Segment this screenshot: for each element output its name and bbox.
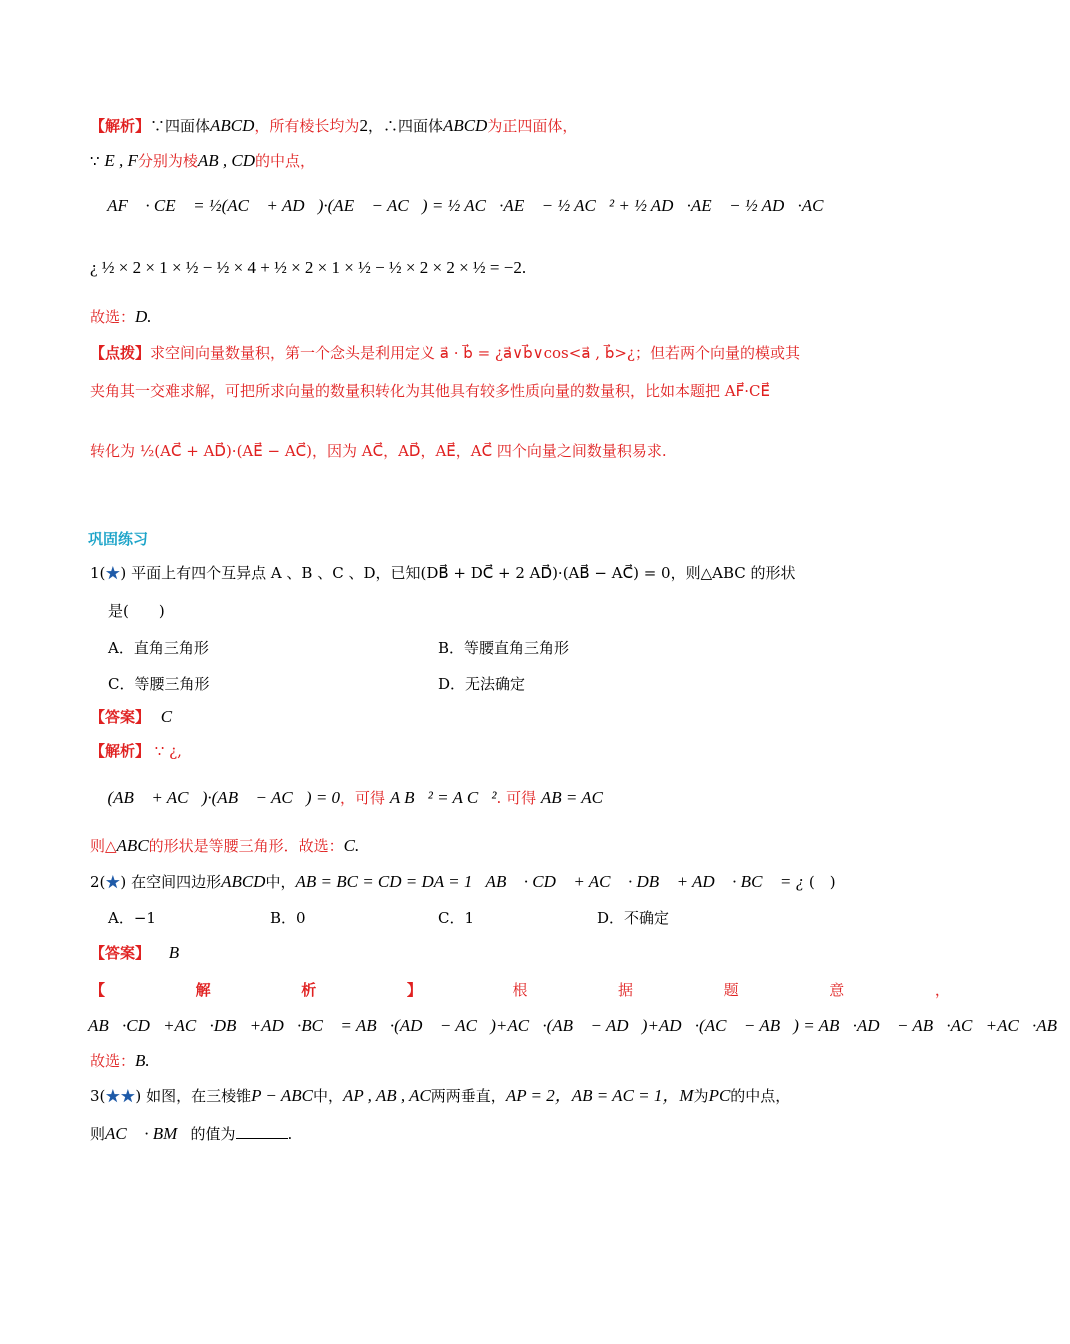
analysis-line-2 xyxy=(90,151,315,171)
text: 根 xyxy=(512,981,528,999)
tip-line-1 xyxy=(90,343,800,363)
text: 中， xyxy=(312,1087,343,1105)
tip-tag: 【点拨】 xyxy=(90,344,151,362)
q1-option-c[interactable]: C．等腰三角形 xyxy=(108,675,210,693)
text: 的形状是等腰三角形．故选： xyxy=(148,837,344,855)
text: 据 xyxy=(618,981,634,999)
choose-line xyxy=(90,307,152,327)
answer-tag: 【答案】 xyxy=(90,708,151,726)
star-icon: ★★ xyxy=(105,1087,136,1105)
q1-option-a[interactable]: A．直角三角形 xyxy=(108,639,209,657)
text: 则△ xyxy=(90,837,117,855)
math: ABC xyxy=(116,836,149,855)
text: 则 xyxy=(90,1125,106,1143)
question-3-cont xyxy=(90,1124,292,1144)
text: 在空间四边形 xyxy=(131,873,222,891)
text: 题 xyxy=(723,981,739,999)
math: AB = AC xyxy=(540,788,604,807)
math: C xyxy=(160,707,173,726)
text: ∵ ¿, xyxy=(154,742,182,760)
text: 2( xyxy=(90,873,106,891)
q2-option-a[interactable]: A．−1 xyxy=(108,909,156,927)
text: 意 xyxy=(829,981,845,999)
analysis-formula-1: ∴ AF⃗ · CE⃗ = ½(AC⃗ + AD⃗)·(AE⃗ − AC⃗) = ½ AC⃗·AE⃗ − ½ AC⃗² + ½ AD⃗·AE⃗ − ½ AD⃗·AC⃗ xyxy=(90,196,837,215)
math: B xyxy=(168,943,180,962)
text: 平面上有四个互异点 A 、B 、C 、D，已知(DB⃗ + DC⃗ + 2 AD⃗)·(AB⃗ − AC⃗) = 0，则△ABC 的形状 xyxy=(131,564,796,582)
text: 两两垂直， xyxy=(430,1087,506,1105)
q1-analysis-3 xyxy=(90,836,359,856)
answer-blank[interactable] xyxy=(236,1124,288,1139)
text: 为正四面体， xyxy=(487,117,578,135)
math: C. xyxy=(343,836,360,855)
answer-tag: 【答案】 xyxy=(90,944,151,962)
text: 为 xyxy=(693,1087,709,1105)
star-icon: ★ xyxy=(105,564,121,582)
text: 故选： xyxy=(90,308,136,326)
math: ABCD xyxy=(221,872,266,891)
q1-answer xyxy=(90,707,172,727)
text: 的中点， xyxy=(255,152,316,170)
tip-line-3: 转化为 ½(AC⃗ + AD⃗)·(AE⃗ − AC⃗)，因为 AC⃗，AD⃗，AE⃗，AC⃗ 四个向量之间数量积易求. xyxy=(90,442,667,460)
math: PC xyxy=(708,1086,731,1105)
q2-analysis-spread xyxy=(90,979,950,1000)
q1-option-b[interactable]: B．等腰直角三角形 xyxy=(438,639,570,657)
q2-choose xyxy=(90,1051,150,1071)
q2-formula: AB⃗·CD⃗+AC⃗·DB⃗+AD⃗·BC⃗ = AB⃗·(AD⃗ − AC⃗)+AC⃗·(AB⃗ − AD⃗)+AD⃗·(AC⃗ − AB⃗) = AB⃗·AD⃗ − AB⃗·AC⃗+AC⃗·AB⃗ xyxy=(88,1016,1070,1035)
math: AP = 2，AB = AC = 1，M xyxy=(505,1086,694,1105)
q1-option-d[interactable]: D．无法确定 xyxy=(438,675,526,693)
text: 中， xyxy=(265,873,296,891)
section-title: 巩固练习 xyxy=(88,530,149,548)
text: 故选： xyxy=(90,1052,136,1070)
text: 的中点， xyxy=(730,1087,791,1105)
math: D. xyxy=(135,307,152,326)
question-2 xyxy=(90,872,836,892)
analysis-formula-2: ¿ ½ × 2 × 1 × ½ − ½ × 4 + ½ × 2 × 1 × ½ − ½ × 2 × 2 × ½ = −2. xyxy=(90,258,527,277)
text: 的值为 xyxy=(190,1125,236,1143)
text: 3( xyxy=(90,1087,106,1105)
text: 解 xyxy=(195,981,211,999)
text: ，∴四面体 xyxy=(367,117,443,135)
math: A B⃗² = A C⃗² xyxy=(389,788,497,807)
text: 1( xyxy=(90,564,106,582)
text: 析 xyxy=(301,981,317,999)
question-1 xyxy=(90,563,796,583)
analysis-tag: 【解析】 xyxy=(90,117,151,135)
text: . 可得 xyxy=(496,789,537,807)
math: P − ABC xyxy=(251,1086,313,1105)
text: ，所有棱长均为 xyxy=(254,117,360,135)
text: 【 xyxy=(90,981,106,999)
analysis-line-1 xyxy=(90,116,577,136)
math: B. xyxy=(135,1051,150,1070)
math: AB = BC = CD = DA = 1，AB⃗ · CD⃗ + AC⃗ · DB⃗ + AD⃗ · BC⃗ = ¿ xyxy=(295,872,805,891)
math: ABCD xyxy=(210,116,255,135)
text: . xyxy=(287,1125,293,1143)
math: AC⃗ · BM⃗ xyxy=(105,1124,191,1143)
tip-line-2: 夹角其一交难求解，可把所求向量的数量积转化为其他具有较多性质向量的数量积，比如本题把 AF⃗·CE⃗ xyxy=(90,382,770,400)
q1-analysis-1 xyxy=(90,741,182,761)
text: ， xyxy=(934,981,950,999)
math: ABCD xyxy=(442,116,488,135)
math: 2 xyxy=(359,116,368,135)
text: 】 xyxy=(406,981,422,999)
q1-analysis-2 xyxy=(90,788,603,808)
text: ) xyxy=(120,564,127,582)
text: 分别为棱 xyxy=(137,152,198,170)
math: E , F xyxy=(104,151,138,170)
math: ∴ (AB⃗ + AC⃗)·(AB⃗ − AC⃗) = 0 xyxy=(90,788,341,807)
text: ，可得 xyxy=(340,789,386,807)
question-1-stem-cont: 是( ) xyxy=(108,602,165,620)
text: 如图，在三棱锥 xyxy=(146,1087,252,1105)
text: ( ) xyxy=(808,873,836,891)
math: AP , AB , AC xyxy=(342,1086,431,1105)
text: ∵ xyxy=(90,152,100,170)
math: AB , CD xyxy=(197,151,256,170)
question-3 xyxy=(90,1086,790,1106)
analysis-tag: 【解析】 xyxy=(90,742,151,760)
q2-option-b[interactable]: B．0 xyxy=(270,909,306,927)
text: ) xyxy=(135,1087,142,1105)
text: ∵四面体 xyxy=(150,117,211,135)
text: 求空间向量数量积，第一个念头是利用定义 a⃗ · b⃗ = ¿a⃗∨b⃗∨cos<a⃗ , b⃗>¿；但若两个向量的模或其 xyxy=(150,344,800,362)
q2-option-c[interactable]: C．1 xyxy=(438,909,475,927)
text: ) xyxy=(120,873,127,891)
star-icon: ★ xyxy=(105,873,121,891)
q2-answer xyxy=(90,943,179,963)
q2-option-d[interactable]: D．不确定 xyxy=(597,909,670,927)
